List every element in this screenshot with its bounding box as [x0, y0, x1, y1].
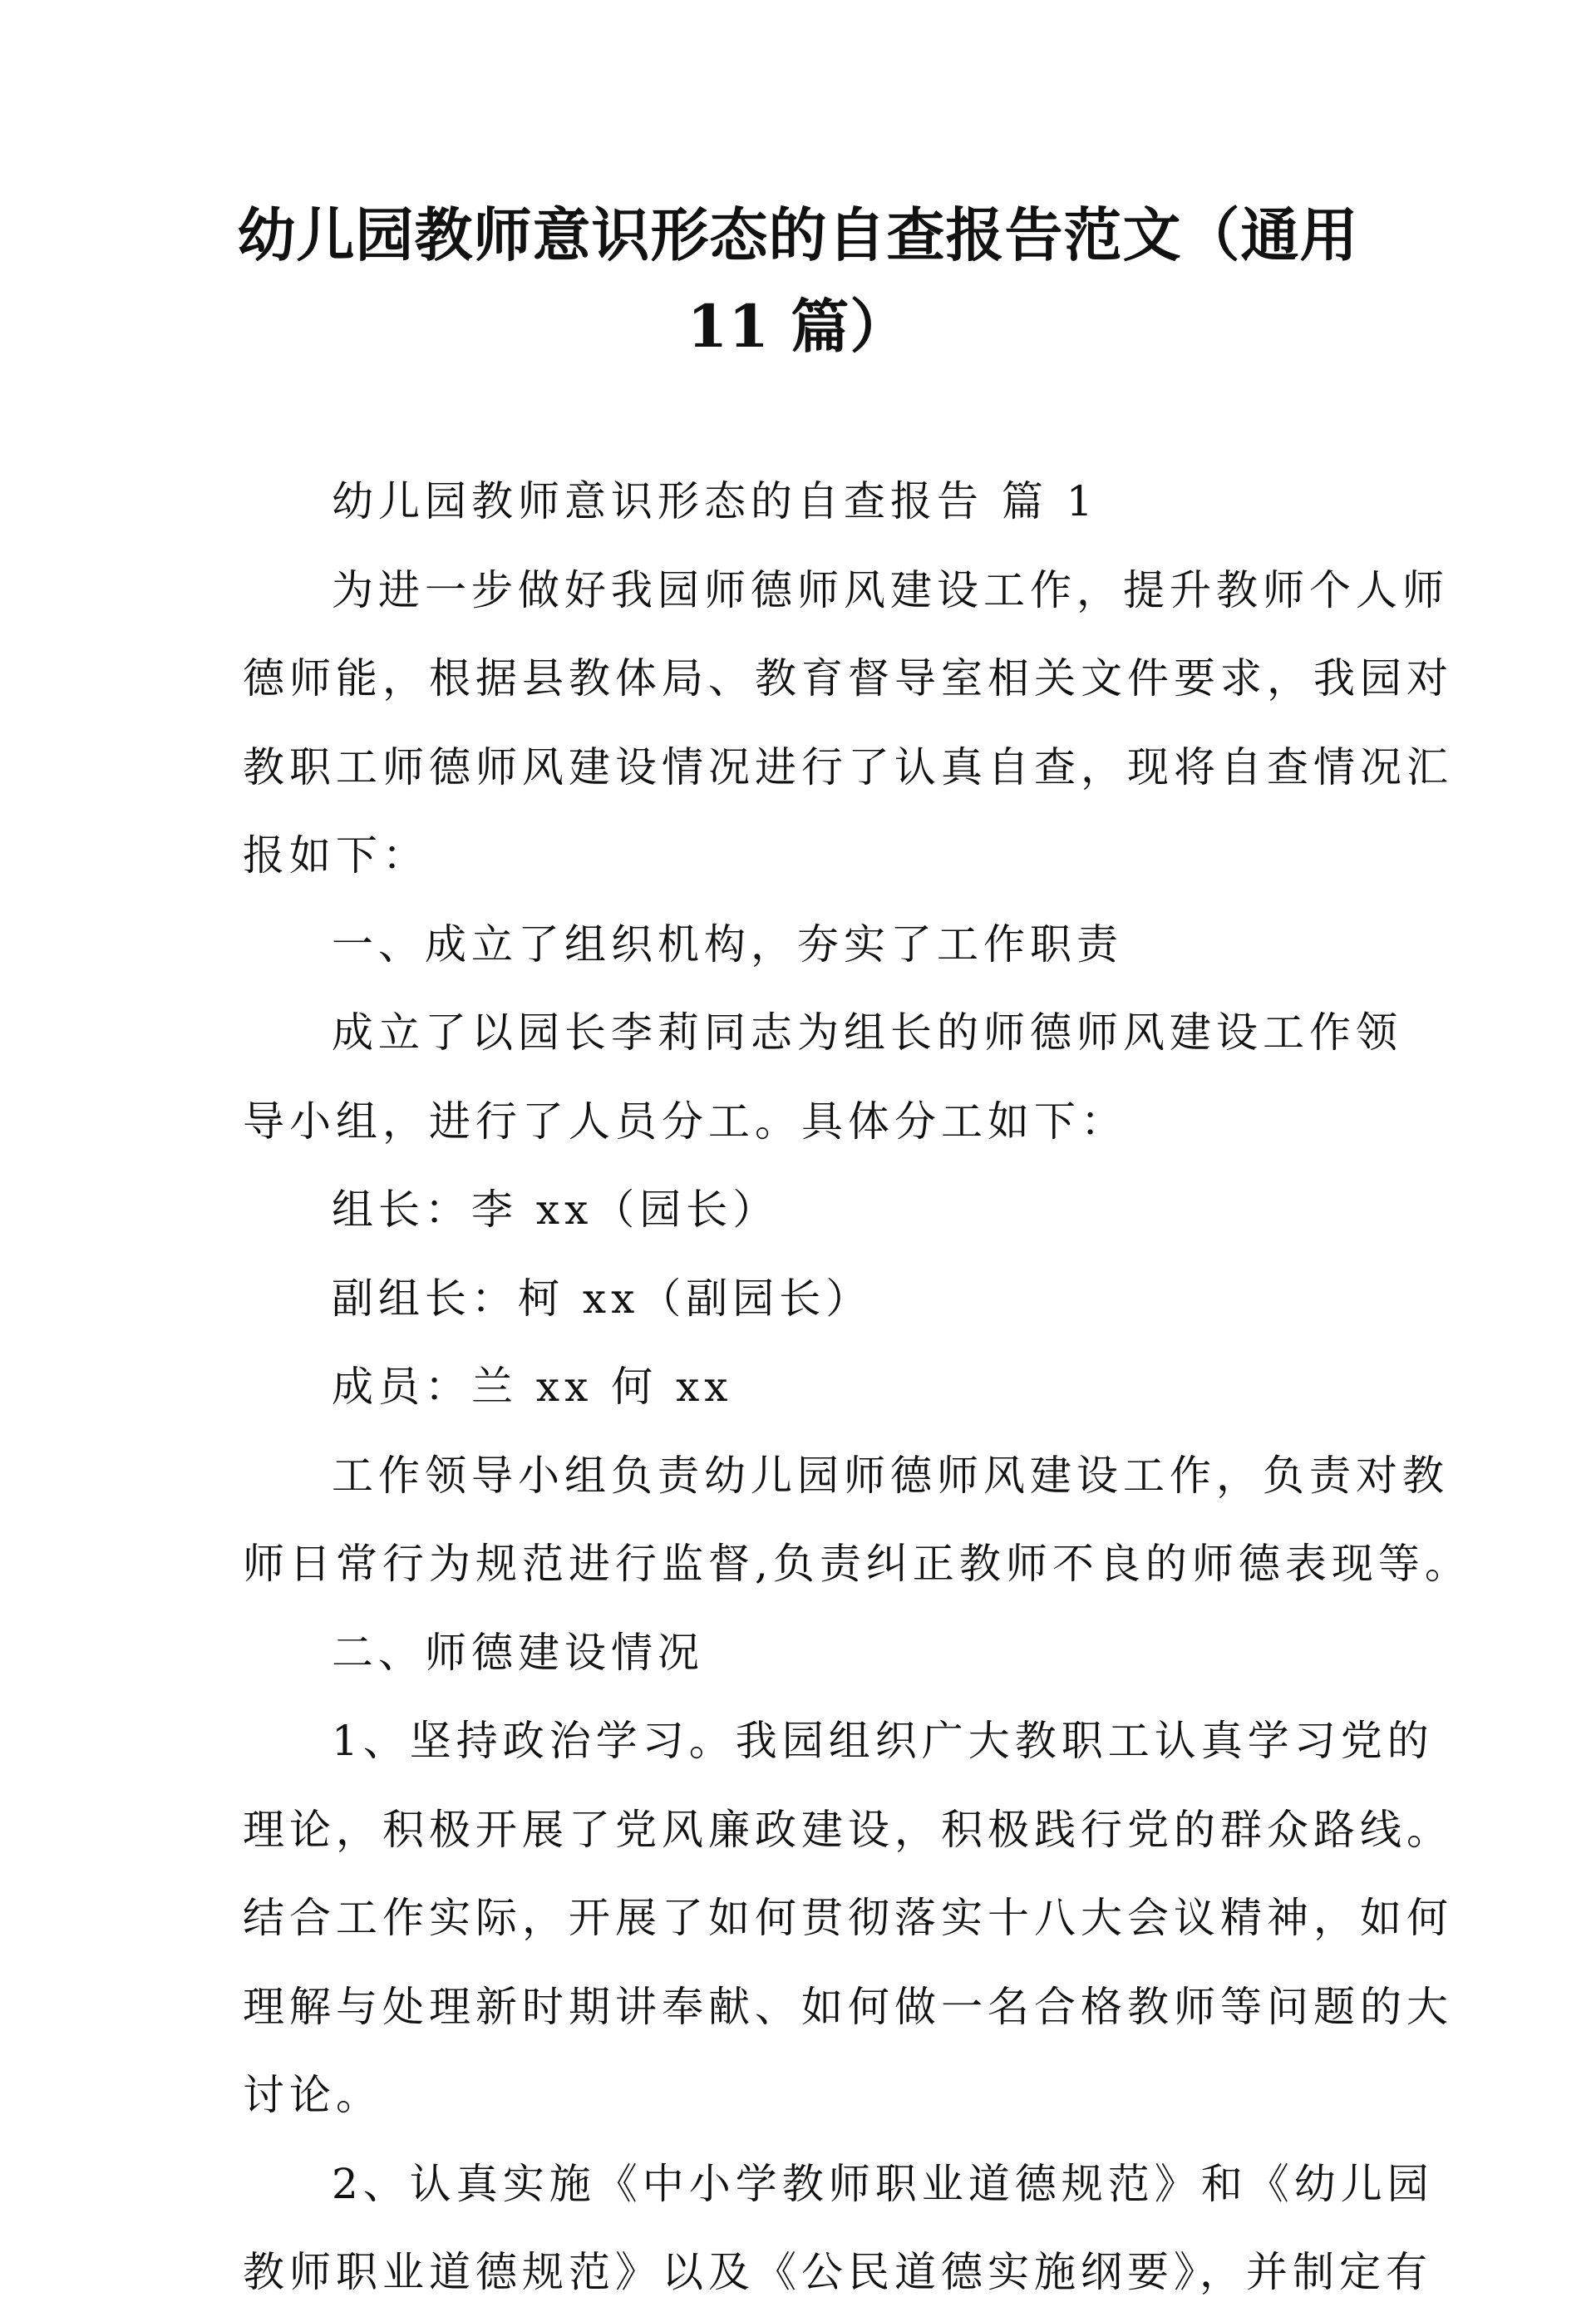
paragraph-line: 教师职业道德规范》以及《公民道德实施纲要》，并制定有: [243, 2248, 1432, 2296]
paragraph-line: 幼儿园教师意识形态的自查报告 篇 1: [332, 477, 1098, 525]
paragraph-line: 德师能，根据县教体局、教育督导室相关文件要求，我园对: [243, 654, 1453, 702]
paragraph-line: 导小组，进行了人员分工。具体分工如下：: [243, 1097, 1127, 1146]
paragraph-line: 结合工作实际，开展了如何贯彻落实十八大会议精神，如何: [243, 1894, 1453, 1942]
document-body: [243, 457, 1471, 2317]
paragraph-line: 报如下：: [243, 831, 429, 880]
paragraph-line: 成立了以园长李莉同志为组长的师德师风建设工作领: [332, 1008, 1402, 1057]
paragraph-line: 一、成立了组织机构，夯实了工作职责: [332, 919, 1123, 969]
paragraph-line: 讨论。: [243, 2071, 382, 2119]
paragraph-line: 副组长：柯 xx（副园长）: [332, 1274, 873, 1323]
paragraph-line: 工作领导小组负责幼儿园师德师风建设工作，负责对教: [332, 1451, 1449, 1500]
paragraph-line: 为进一步做好我园师德师风建设工作，提升教师个人师: [332, 565, 1449, 614]
document-title: [216, 190, 1380, 372]
paragraph-line: 二、师德建设情况: [332, 1628, 704, 1677]
paragraph-line: 成员：兰 xx 何 xx: [332, 1363, 733, 1411]
paragraph-line: 1、坚持政治学习。我园组织广大教职工认真学习党的: [332, 1717, 1434, 1765]
document-title-line-2: 11 篇）: [687, 292, 909, 361]
paragraph-line: 理论，积极开展了党风廉政建设，积极践行党的群众路线。: [243, 1805, 1453, 1854]
paragraph-line: 理解与处理新时期讲奉献、如何做一名合格教师等问题的大: [243, 1982, 1453, 2031]
document-title-line-1: 幼儿园教师意识形态的自查报告范文（通用: [237, 200, 1359, 269]
paragraph-line: 2、认真实施《中小学教师职业道德规范》和《幼儿园: [332, 2159, 1434, 2208]
paragraph-line: 教职工师德师风建设情况进行了认真自查，现将自查情况汇: [243, 742, 1453, 791]
paragraph-line: 组长：李 xx（园长）: [332, 1186, 780, 1234]
paragraph-line: 师日常行为规范进行监督,负责纠正教师不良的师德表现等。: [243, 1540, 1471, 1588]
